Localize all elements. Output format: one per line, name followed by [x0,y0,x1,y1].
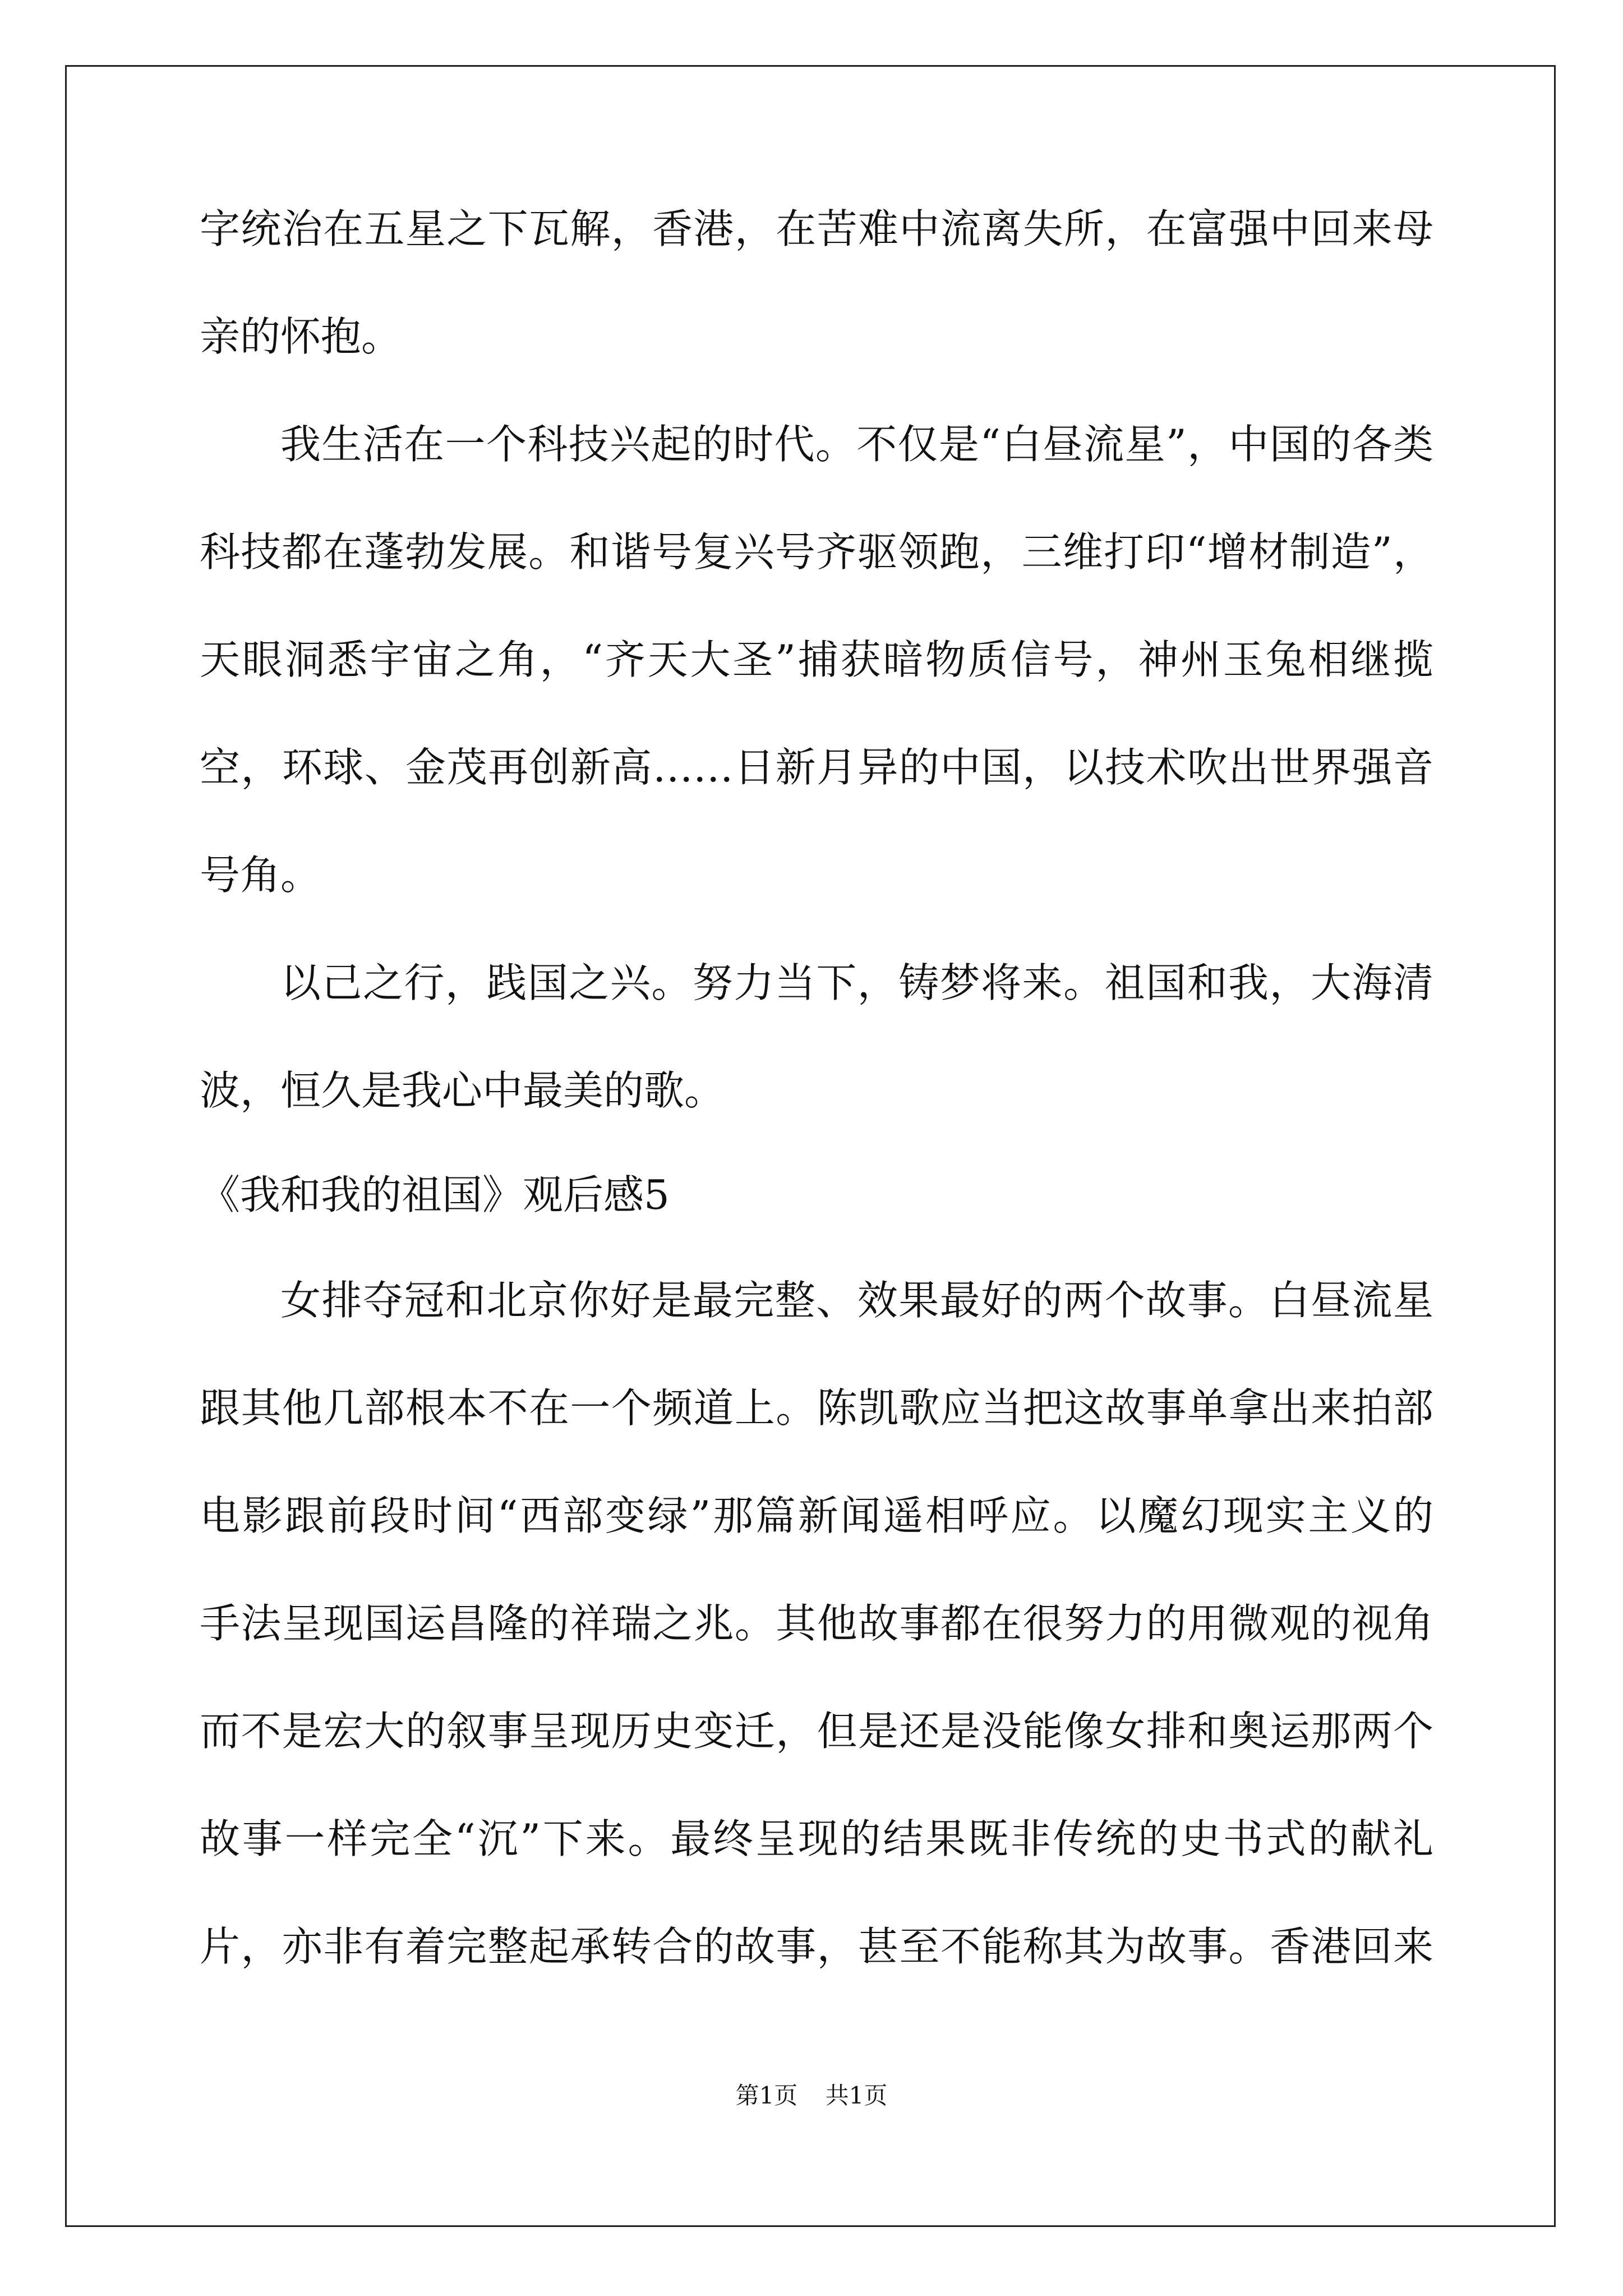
text-line: 天眼洞悉宇宙之角，“齐天大圣”捕获暗物质信号，神州玉兔相继揽 [200,636,1433,683]
page-number: 第1页 [735,2082,798,2109]
text-line: 而不是宏大的叙事呈现历史变迁，但是还是没能像女排和奥运那两个 [200,1708,1433,1755]
text-line: 片，亦非有着完整起承转合的故事，甚至不能称其为故事。香港回来 [200,1923,1433,1970]
text-line: 波，恒久是我心中最美的歌。 [200,1067,725,1114]
text-line: 亲的怀抱。 [200,313,402,360]
paragraph-first-line: 以己之行，践国之兴。努力当下，铸梦将来。祖国和我，大海清 [280,959,1433,1006]
page-frame [65,65,1556,2227]
paragraph-first-line: 我生活在一个科技兴起的时代。不仅是“白昼流星”，中国的各类 [280,421,1433,468]
text-line: 空，环球、金茂再创新高……日新月异的中国，以技术吹出世界强音 [200,744,1433,791]
text-line: 号角。 [200,852,321,899]
text-line: 科技都在蓬勃发展。和谐号复兴号齐驱领跑，三维打印“增材制造”， [200,528,1433,576]
text-line: 故事一样完全“沉”下来。最终呈现的结果既非传统的史书式的献礼 [200,1815,1433,1862]
text-line: 字统治在五星之下瓦解，香港，在苦难中流离失所，在富强中回来母 [200,205,1433,252]
text-line: 电影跟前段时间“西部变绿”那篇新闻遥相呼应。以魔幻现实主义的 [200,1492,1433,1539]
text-line: 跟其他几部根本不在一个频道上。陈凯歌应当把这故事单拿出来拍部 [200,1384,1433,1432]
text-line: 手法呈现国运昌隆的祥瑞之兆。其他故事都在很努力的用微观的视角 [200,1600,1433,1647]
page-footer [0,2080,1623,2111]
page-total: 共1页 [825,2082,888,2109]
section-heading: 《我和我的祖国》观后感5 [200,1171,670,1218]
paragraph-first-line: 女排夺冠和北京你好是最完整、效果最好的两个故事。白昼流星 [280,1277,1433,1324]
